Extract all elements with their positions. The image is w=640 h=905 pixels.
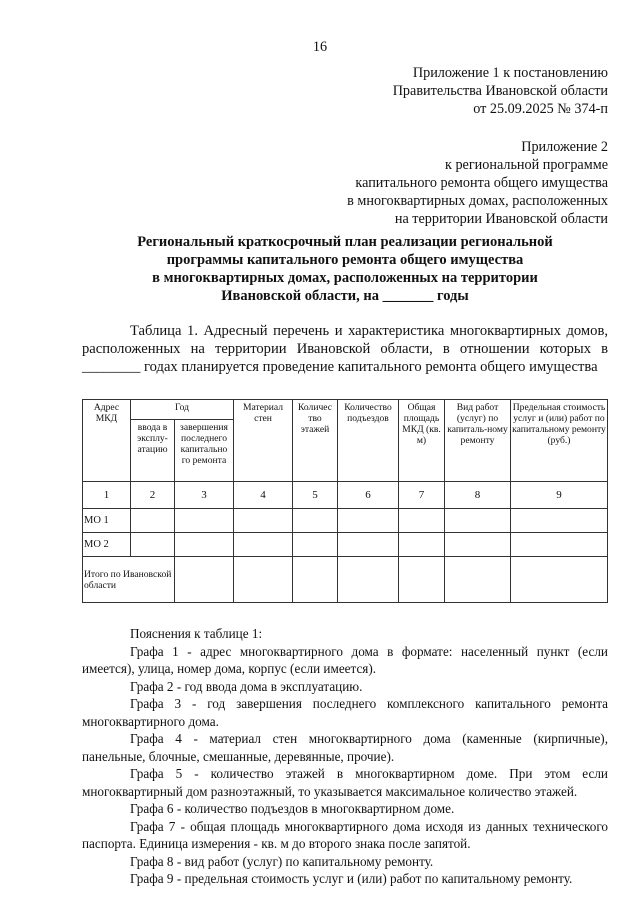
note-item: Графа 5 - количество этажей в многоквартирном доме. При этом если многоквартирный дом разноэтажный, то указывается максимальное количество этажей. — [82, 766, 608, 799]
note-item: Графа 4 - материал стен многоквартирного дома (каменные (кирпичные), панельные, блочные, смешанные, деревянные, прочие). — [82, 731, 608, 764]
column-number: 8 — [445, 482, 511, 509]
appendix-line: капитального ремонта общего имущества — [355, 175, 608, 191]
column-number: 5 — [293, 482, 338, 509]
row-label: МО 2 — [83, 533, 131, 557]
column-number: 3 — [175, 482, 234, 509]
note-item: Графа 9 - предельная стоимость услуг и (или) работ по капитальному ремонту. — [130, 871, 573, 886]
header-work-type: Вид работ (услуг) по капиталь-ному ремонту — [445, 400, 511, 482]
total-label: Итого по Ивановской области — [83, 557, 175, 603]
note-item: Графа 6 - количество подъездов в многоквартирном доме. — [130, 801, 455, 816]
title-line: Ивановской области, на _______ годы — [221, 288, 469, 304]
page-number: 16 — [312, 39, 328, 55]
appendix-1-header — [393, 64, 608, 118]
title-line: в многоквартирных домах, расположенных на территории — [152, 270, 538, 286]
table-notes — [82, 625, 608, 888]
note-item: Графа 3 - год завершения последнего комплексного капитального ремонта многоквартирного дома. — [82, 696, 608, 729]
column-number: 4 — [234, 482, 293, 509]
header-year-commission: ввода в эксплу-атацию — [131, 420, 175, 482]
column-number: 6 — [338, 482, 399, 509]
title-line: Региональный краткосрочный план реализации региональной — [137, 234, 553, 250]
column-number: 7 — [399, 482, 445, 509]
note-item: Графа 7 - общая площадь многоквартирного дома исходя из данных технического паспорта. Единица измерения - кв. м до второго знака после запятой. — [82, 818, 608, 851]
row-label: МО 1 — [83, 509, 131, 533]
column-number: 9 — [511, 482, 608, 509]
header-address: Адрес МКД — [83, 400, 131, 482]
appendix-line: на территории Ивановской области — [394, 211, 608, 227]
table-row-total — [83, 557, 608, 603]
header-max-cost: Предельная стоимость услуг и (или) работ по капитальному ремонту (руб.) — [511, 400, 608, 482]
header-entrances: Количество подъездов — [338, 400, 399, 482]
address-table — [82, 399, 608, 603]
header-floors: Количес тво этажей — [293, 400, 338, 482]
header-area: Общая площадь МКД (кв. м) — [399, 400, 445, 482]
header-year: Год — [131, 400, 234, 420]
appendix-line: к региональной программе — [445, 157, 608, 173]
header-year-last-repair: завершения последнего капитально го ремонта — [175, 420, 234, 482]
title-line: программы капитального ремонта общего имущества — [166, 252, 524, 268]
document-title — [82, 233, 608, 305]
appendix-line: Приложение 1 к постановлению — [412, 65, 608, 81]
column-number: 2 — [131, 482, 175, 509]
table-row — [83, 509, 608, 533]
notes-heading: Пояснения к таблице 1: — [130, 626, 263, 641]
appendix-line: Правительства Ивановской области — [392, 83, 608, 99]
note-item: Графа 1 - адрес многоквартирного дома в формате: населенный пункт (если имеется), улица, номер дома, корпус (если имеется). — [82, 643, 608, 676]
table-row — [83, 533, 608, 557]
appendix-line: от 25.09.2025 № 374-п — [473, 101, 608, 117]
appendix-line: Приложение 2 — [521, 139, 608, 155]
note-item: Графа 8 - вид работ (услуг) по капитальному ремонту. — [130, 853, 434, 869]
appendix-2-header — [347, 138, 608, 228]
column-number: 1 — [83, 482, 131, 509]
header-wall-material: Материал стен — [234, 400, 293, 482]
appendix-line: в многоквартирных домах, расположенных — [347, 193, 608, 209]
note-item: Графа 2 - год ввода дома в эксплуатацию. — [130, 678, 363, 694]
table-caption: Таблица 1. Адресный перечень и характеристика многоквартирных домов, расположенных на территории Ивановской области, в отношении которых в ________ годах планируется проведение капитального ремонта общего имущества — [82, 323, 608, 375]
